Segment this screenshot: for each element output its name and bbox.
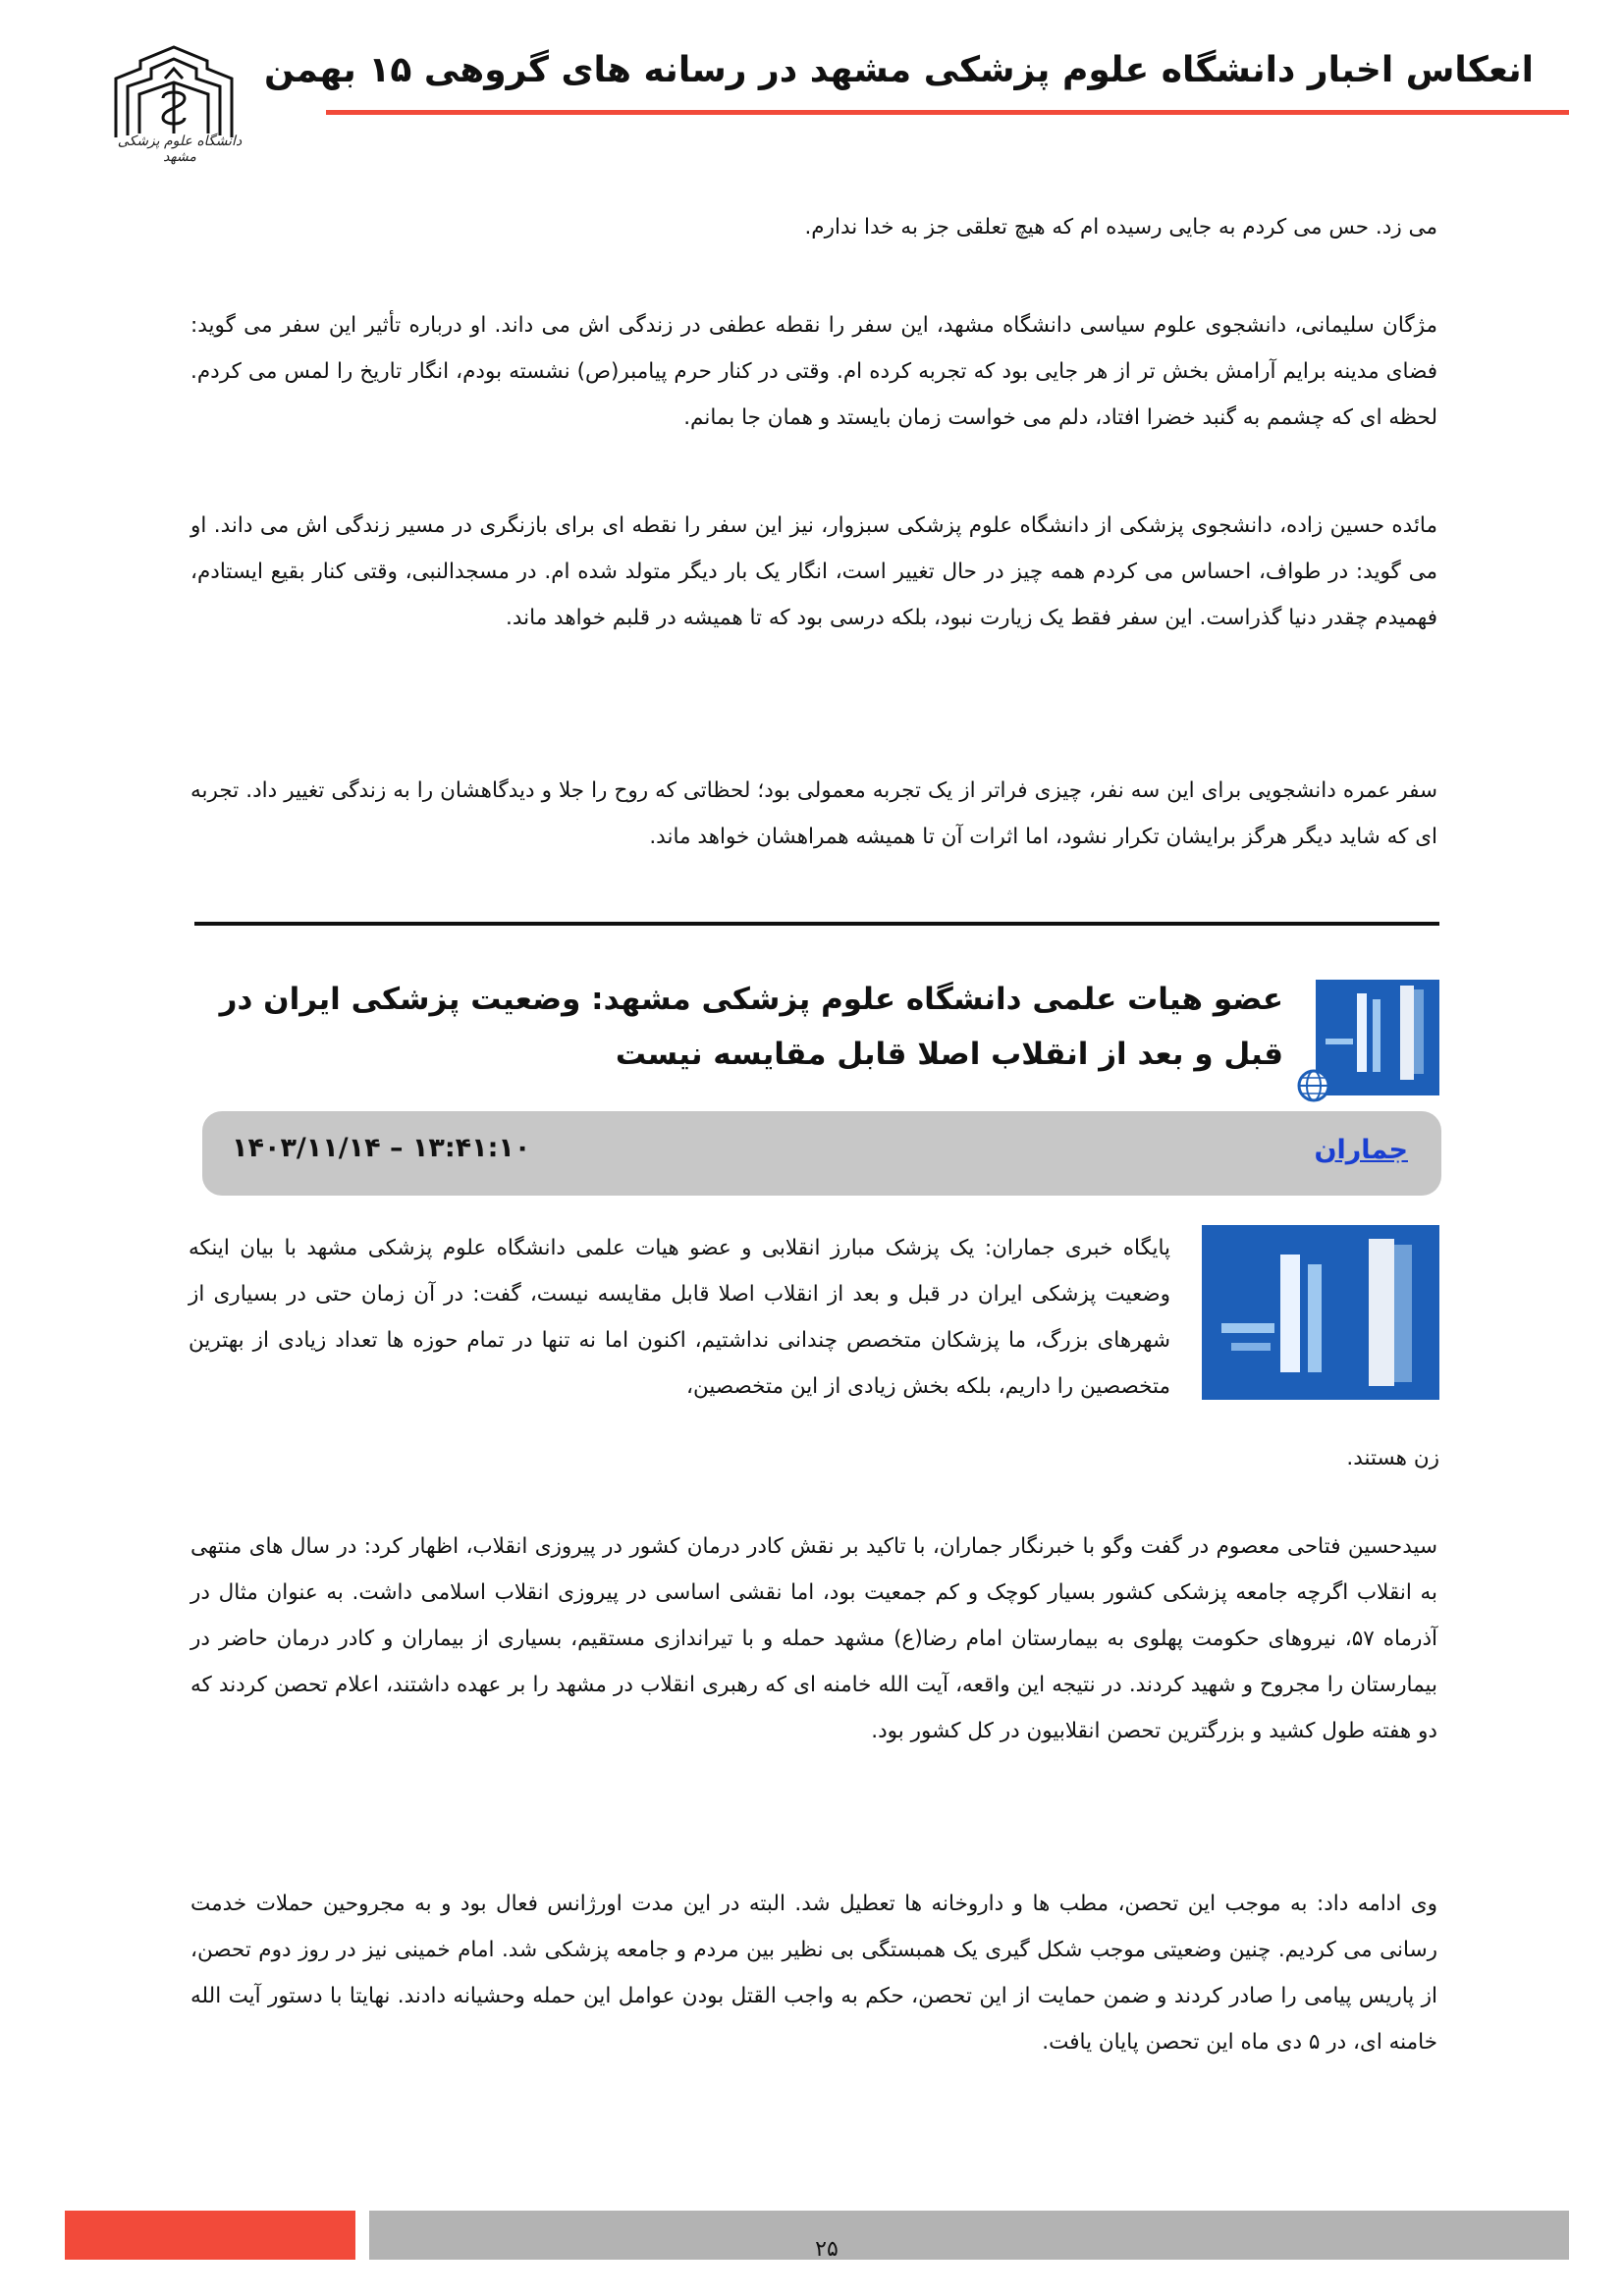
header-divider [326,110,1569,115]
news-image [1202,1225,1439,1400]
news-lead-tail: زن هستند. [1346,1446,1439,1470]
footer-bar [369,2211,1569,2260]
news-lead: پایگاه خبری جماران: یک پزشک مبارز انقلابی و عضو هیات علمی دانشگاه علوم پزشکی مشهد با بیان اینکه وضعیت پزشکی ایران در قبل و بعد از انقلاب اصلا قابل مقایسه نیست، گفت: در آن زمان حتی در بسیاری از شهرهای بزرگ، ما پزشکان متخصص چندانی نداشتیم، اکنون اما نه تنها در تمام حوزه ها تعداد زیادی از بهترین متخصصین را داریم، بلکه بخش زیادی از این متخصصین، [189,1236,1170,1399]
footer-accent-bar [65,2211,355,2260]
section-divider [194,922,1439,926]
page-number: ۲۵ [815,2237,839,2262]
paragraph: سفر عمره دانشجویی برای این سه نفر، چیزی فراتر از یک تجربه معمولی بود؛ لحظاتی که روح را جلا و دیدگاهشان را به زندگی تغییر داد. تجربه ای که شاید دیگر هرگز برایشان تکرار نشود، اما اثرات آن تا همیشه همراهشان خواهد ماند. [190,778,1437,849]
news-thumbnail [1316,980,1439,1095]
news-body-paragraph: وی ادامه داد: به موجب این تحصن، مطب ها و داروخانه ها تعطیل شد. البته در این مدت اورژانس فعال بود و به مجروحین حملات خدمت رسانی می کردیم. چنین وضعیتی موجب شکل گیری یک همبستگی بی نظیر بین مردم و جامعه پزشکی شد. امام خمینی نیز در روز دوم تحصن، از پاریس پیامی را صادر کردند و ضمن حمایت از این تحصن، حکم به واجب القتل بودن عوامل این حمله وحشیانه دادند. نهایتا با دستور آیت الله خامنه ای، در ۵ دی ماه این تحصن پایان یافت. [190,1892,1437,2055]
page-header-title: انعکاس اخبار دانشگاه علوم پزشکی مشهد در رسانه های گروهی ۱۵ بهمن [264,50,1534,90]
news-headline: عضو هیات علمی دانشگاه علوم پزشکی مشهد: وضعیت پزشکی ایران در قبل و بعد از انقلاب اصلا قابل مقایسه نیست [219,982,1283,1072]
logo-caption: دانشگاه علوم پزشکی مشهد [117,133,243,165]
paragraph: مژگان سلیمانی، دانشجوی علوم سیاسی دانشگاه مشهد، این سفر را نقطه عطفی در زندگی اش می داند. او درباره تأثیر این سفر می گوید: فضای مدینه برایم آرامش بخش تر از هر جایی بود که تجربه کرده ام. وقتی در کنار حرم پیامبر(ص) نشسته بودم، انگار تاریخ را لمس می کردم. لحظه ای که چشمم به گنبد خضرا افتاد، دلم می خواست زمان بایستد و همان جا بمانم. [190,313,1437,430]
paragraph: مائده حسین زاده، دانشجوی پزشکی از دانشگاه علوم پزشکی سبزوار، نیز این سفر را نقطه ای برای بازنگری در مسیر زندگی اش می داند. او می گوید: در طواف، احساس می کردم همه چیز در حال تغییر است، انگار یک بار دیگر متولد شده ام. در مسجدالنبی، وقتی کنار بقیع ایستادم، فهمیدم چقدر دنیا گذراست. این سفر فقط یک زیارت نبود، بلکه درسی بود که تا همیشه در قلبم خواهد ماند. [190,513,1437,630]
news-source-link[interactable]: جماران [1314,1135,1408,1165]
paragraph: می زد. حس می کردم به جایی رسیده ام که هیچ تعلقی جز به خدا ندارم. [804,215,1437,240]
globe-icon[interactable] [1294,1066,1333,1105]
news-datetime: ۱۴۰۳/۱۱/۱۴ – ۱۳:۴۱:۱۰ [232,1133,531,1163]
news-body-paragraph: سیدحسین فتاحی معصوم در گفت وگو با خبرنگار جماران، با تاکید بر نقش کادر درمان کشور در پیروزی انقلاب، اظهار کرد: در سال های منتهی به انقلاب اگرچه جامعه پزشکی کشور بسیار کوچک و کم جمعیت بود، اما نقشی اساسی در پیروزی انقلاب اسلامی داشت. به عنوان مثال در آذرماه ۵۷، نیروهای حکومت پهلوی به بیمارستان امام رضا(ع) مشهد حمله و با تیراندازی مستقیم، بسیاری از بیماران و کادر درمان حاضر در بیمارستان را مجروح و شهید کردند. در نتیجه این واقعه، آیت الله خامنه ای که رهبری انقلاب در مشهد را بر عهده داشتند، اعلام تحصن کردند که دو هفته طول کشید و بزرگترین تحصن انقلابیون در کل کشور بود. [190,1534,1437,1743]
